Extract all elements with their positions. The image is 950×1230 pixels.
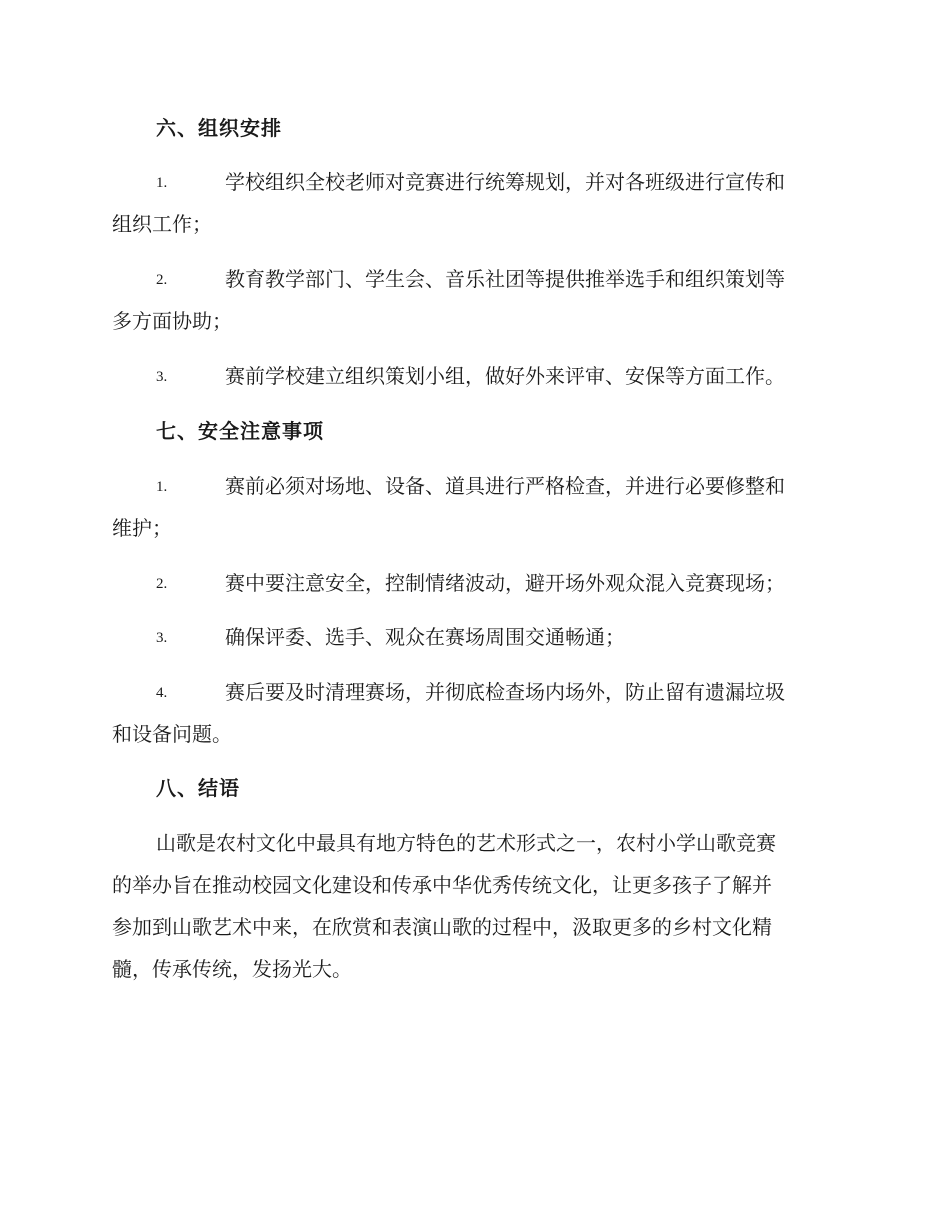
- paragraph-line: 的举办旨在推动校园文化建设和传承中华优秀传统文化，让更多孩子了解并: [112, 873, 772, 897]
- list-item-text: 教育教学部门、学生会、音乐社团等提供推举选手和组织策划等: [225, 267, 785, 291]
- list-item-text: 赛后要及时清理赛场，并彻底检查场内场外，防止留有遗漏垃圾: [225, 680, 785, 704]
- list-item-text: 赛前必须对场地、设备、道具进行严格检查，并进行必要修整和: [225, 474, 785, 498]
- list-number: 2.: [156, 272, 168, 288]
- list-item-text: 确保评委、选手、观众在赛场周围交通畅通；: [225, 625, 625, 649]
- list-item-text: 学校组织全校老师对竞赛进行统筹规划，并对各班级进行宣传和: [225, 170, 785, 194]
- section-heading-safety: 七、安全注意事项: [156, 419, 324, 443]
- list-number: 2.: [156, 576, 168, 592]
- list-number: 3.: [156, 369, 168, 385]
- list-number: 4.: [156, 685, 168, 701]
- list-item-text-continued: 和设备问题。: [112, 722, 232, 746]
- paragraph-line: 髓，传承传统，发扬光大。: [112, 957, 352, 981]
- list-item-text: 赛前学校建立组织策划小组，做好外来评审、安保等方面工作。: [225, 364, 785, 388]
- list-item-text-continued: 多方面协助；: [112, 309, 232, 333]
- list-item-text-continued: 维护；: [112, 516, 172, 540]
- list-item-text: 赛中要注意安全，控制情绪波动，避开场外观众混入竞赛现场；: [225, 571, 785, 595]
- paragraph-line: 山歌是农村文化中最具有地方特色的艺术形式之一，农村小学山歌竞赛: [156, 831, 776, 855]
- section-heading-conclusion: 八、结语: [156, 776, 240, 800]
- section-heading-organization: 六、组织安排: [156, 116, 282, 140]
- list-number: 3.: [156, 630, 168, 646]
- list-item-text-continued: 组织工作；: [112, 212, 212, 236]
- list-number: 1.: [156, 479, 168, 495]
- paragraph-line: 参加到山歌艺术中来，在欣赏和表演山歌的过程中，汲取更多的乡村文化精: [112, 915, 772, 939]
- list-number: 1.: [156, 175, 168, 191]
